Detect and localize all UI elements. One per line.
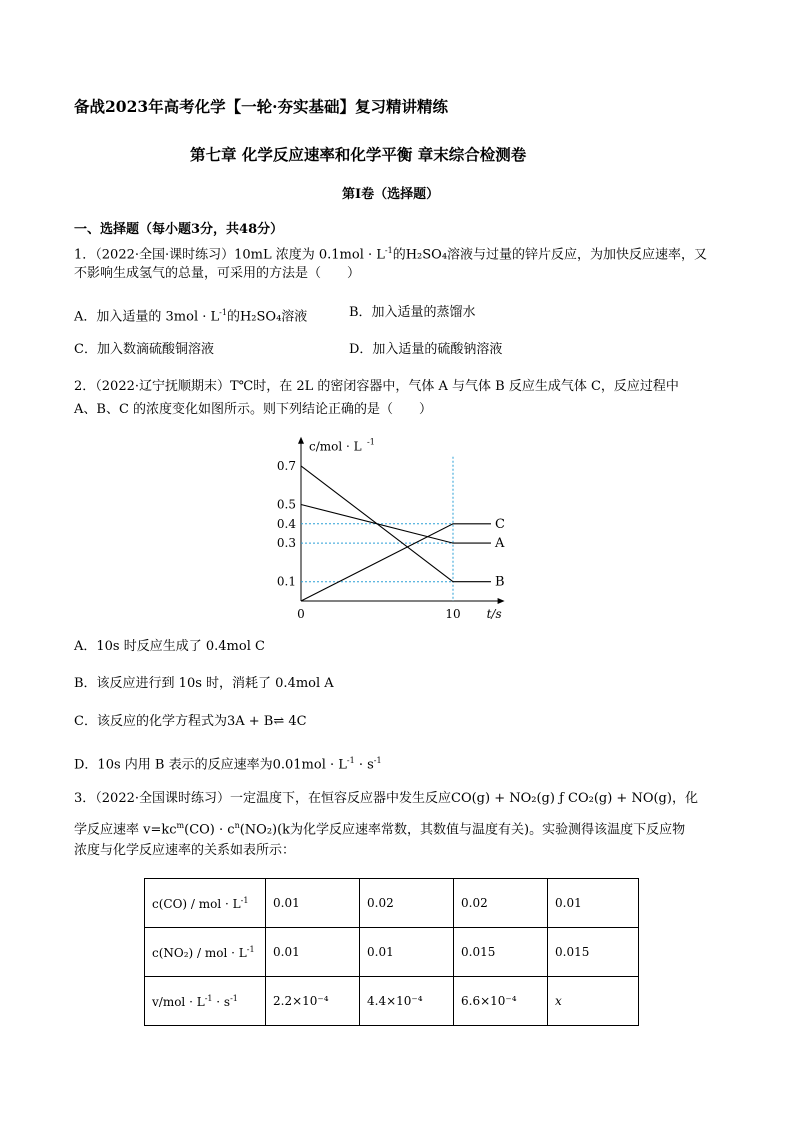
origin-label: 0 bbox=[297, 607, 305, 621]
q1-option-b: B．加入适量的蒸馏水 bbox=[349, 305, 476, 320]
row-label-sup: -1 bbox=[204, 993, 213, 1003]
q1-optA-text-c: 溶液 bbox=[281, 309, 308, 325]
q3-stem-line1 bbox=[74, 788, 698, 810]
q2-stem-line1: 2．（2022·辽宁抚顺期末）T℃时，在 2L 的密闭容器中，气体 A 与气体 B 反应生成气体 C，反应过程中 bbox=[74, 379, 679, 394]
q2-option-d bbox=[74, 750, 382, 776]
q1-option-a bbox=[74, 302, 307, 328]
row-label-sup: -1 bbox=[240, 895, 249, 905]
table-cell: 0.01 bbox=[548, 879, 639, 928]
row-label: c(CO) / mol · L bbox=[152, 896, 241, 911]
table-row bbox=[145, 879, 639, 928]
y-tick-label: 0.1 bbox=[276, 574, 296, 589]
part-heading: 一、选择题（每小题3分，共48分） bbox=[74, 222, 284, 237]
row-header-co bbox=[145, 879, 266, 928]
q1-optA-text: A．加入适量的 3mol · L bbox=[74, 309, 220, 325]
row-label-mid: · s bbox=[212, 994, 231, 1009]
q2-optD-value: 0.01mol · L bbox=[272, 757, 347, 773]
q2-option-a: A．10s 时反应生成了 0.4mol C bbox=[74, 639, 265, 654]
table-cell: 6.6×10⁻⁴ bbox=[454, 977, 548, 1026]
q1-text-b: 的 bbox=[392, 247, 406, 263]
q1-text-c: 溶液与过量的锌片反应，为加快反应速率，又 bbox=[447, 247, 708, 263]
q2-option-b: B．该反应进行到 10s 时，消耗了 0.4mol A bbox=[74, 676, 334, 691]
q2-stem-line2: A、B、C 的浓度变化如图所示。则下列结论正确的是（ ） bbox=[74, 402, 433, 417]
q1-formula: H₂SO₄ bbox=[405, 247, 448, 263]
table-cell: 2.2×10⁻⁴ bbox=[266, 977, 360, 1026]
chapter-subtitle: 第七章 化学反应速率和化学平衡 章末综合检测卷 bbox=[190, 145, 527, 164]
q1-text-a: 1．（2022·全国·课时练习）10mL 浓度为 0.1mol · L bbox=[74, 247, 385, 263]
table-cell: 4.4×10⁻⁴ bbox=[360, 977, 454, 1026]
q2-optC-equation: 3A + B⇌ 4C bbox=[226, 714, 307, 729]
q1-stem-line2: 不影响生成氢气的总量，可采用的方法是（ ） bbox=[74, 266, 361, 281]
q3-sup-n: n bbox=[234, 821, 240, 830]
q3-stem-line3: 浓度与化学反应速率的关系如表所示： bbox=[74, 843, 296, 858]
table-cell: 0.015 bbox=[548, 928, 639, 977]
concentration-time-chart bbox=[270, 436, 530, 626]
table-cell: 0.015 bbox=[454, 928, 548, 977]
x-tick-label: 10 bbox=[445, 607, 461, 621]
rate-data-table bbox=[144, 878, 639, 1026]
y-axis-arrow bbox=[298, 437, 304, 444]
q3-equation: CO(g) + NO₂(g) ƒ CO₂(g) + NO(g) bbox=[451, 791, 672, 806]
q3-sup-m: m bbox=[176, 821, 185, 830]
y-axis-label: c/mol · L bbox=[309, 439, 362, 454]
row-label: c(NO₂) / mol · L bbox=[152, 945, 247, 960]
q3-rate-a: 学反应速率 v=kc bbox=[74, 822, 177, 838]
q3-text-a: 3．（2022·全国课时练习）一定温度下，在恒容反应器中发生反应 bbox=[74, 791, 451, 806]
row-label-sup2: -1 bbox=[230, 993, 238, 1003]
q2-optD-sup2: -1 bbox=[373, 756, 382, 765]
row-header-rate bbox=[145, 977, 266, 1026]
table-row bbox=[145, 928, 639, 977]
q3-rate-c: (NO₂)(k为化学反应速率常数，其数值与温度有关)。实验测得该温度下反应物 bbox=[239, 822, 686, 838]
q1-optA-sup: -1 bbox=[219, 308, 227, 317]
q1-optA-formula: H₂SO₄ bbox=[239, 309, 282, 325]
table-cell: 0.02 bbox=[454, 879, 548, 928]
table-cell: 0.01 bbox=[360, 928, 454, 977]
q2-option-c bbox=[74, 711, 307, 733]
q1-sup: -1 bbox=[384, 246, 393, 255]
y-tick-label: 0.4 bbox=[276, 516, 296, 531]
section-heading: 第I卷（选择题） bbox=[342, 187, 440, 202]
q2-optD-text: D．10s 内用 B 表示的反应速率为 bbox=[74, 757, 273, 773]
q2-optC-text: C．该反应的化学方程式为 bbox=[74, 714, 227, 729]
y-axis-label-sup: -1 bbox=[367, 437, 375, 447]
y-tick-label: 0.5 bbox=[276, 497, 296, 512]
q3-stem-line2 bbox=[74, 815, 685, 841]
row-header-no2 bbox=[145, 928, 266, 977]
q3-text-b: ，化 bbox=[671, 791, 698, 806]
x-axis-arrow bbox=[498, 598, 505, 604]
q2-optD-sup: -1 bbox=[346, 756, 355, 765]
series-label-C: C bbox=[495, 516, 505, 532]
q1-option-d: D．加入适量的硫酸钠溶液 bbox=[349, 342, 503, 357]
table-cell: x bbox=[548, 977, 639, 1026]
q1-option-c: C．加入数滴硫酸铜溶液 bbox=[74, 342, 214, 357]
row-label-sup: -1 bbox=[246, 944, 255, 954]
row-label: v/mol · L bbox=[152, 994, 205, 1009]
table-cell: 0.01 bbox=[266, 928, 360, 977]
table-row bbox=[145, 977, 639, 1026]
q3-rate-b: (CO) · c bbox=[184, 822, 235, 838]
table-cell: 0.01 bbox=[266, 879, 360, 928]
series-label-B: B bbox=[495, 574, 505, 590]
series-line-C bbox=[301, 524, 491, 601]
y-tick-label: 0.7 bbox=[276, 458, 296, 473]
series-label-A: A bbox=[495, 536, 505, 552]
document-title: 备战2023年高考化学【一轮·夯实基础】复习精讲精练 bbox=[74, 97, 449, 116]
y-tick-label: 0.3 bbox=[276, 536, 296, 551]
q1-optA-text-b: 的 bbox=[226, 309, 240, 325]
x-axis-label: t/s bbox=[486, 607, 502, 621]
q2-optD-unit: · s bbox=[354, 757, 374, 773]
table-cell: 0.02 bbox=[360, 879, 454, 928]
